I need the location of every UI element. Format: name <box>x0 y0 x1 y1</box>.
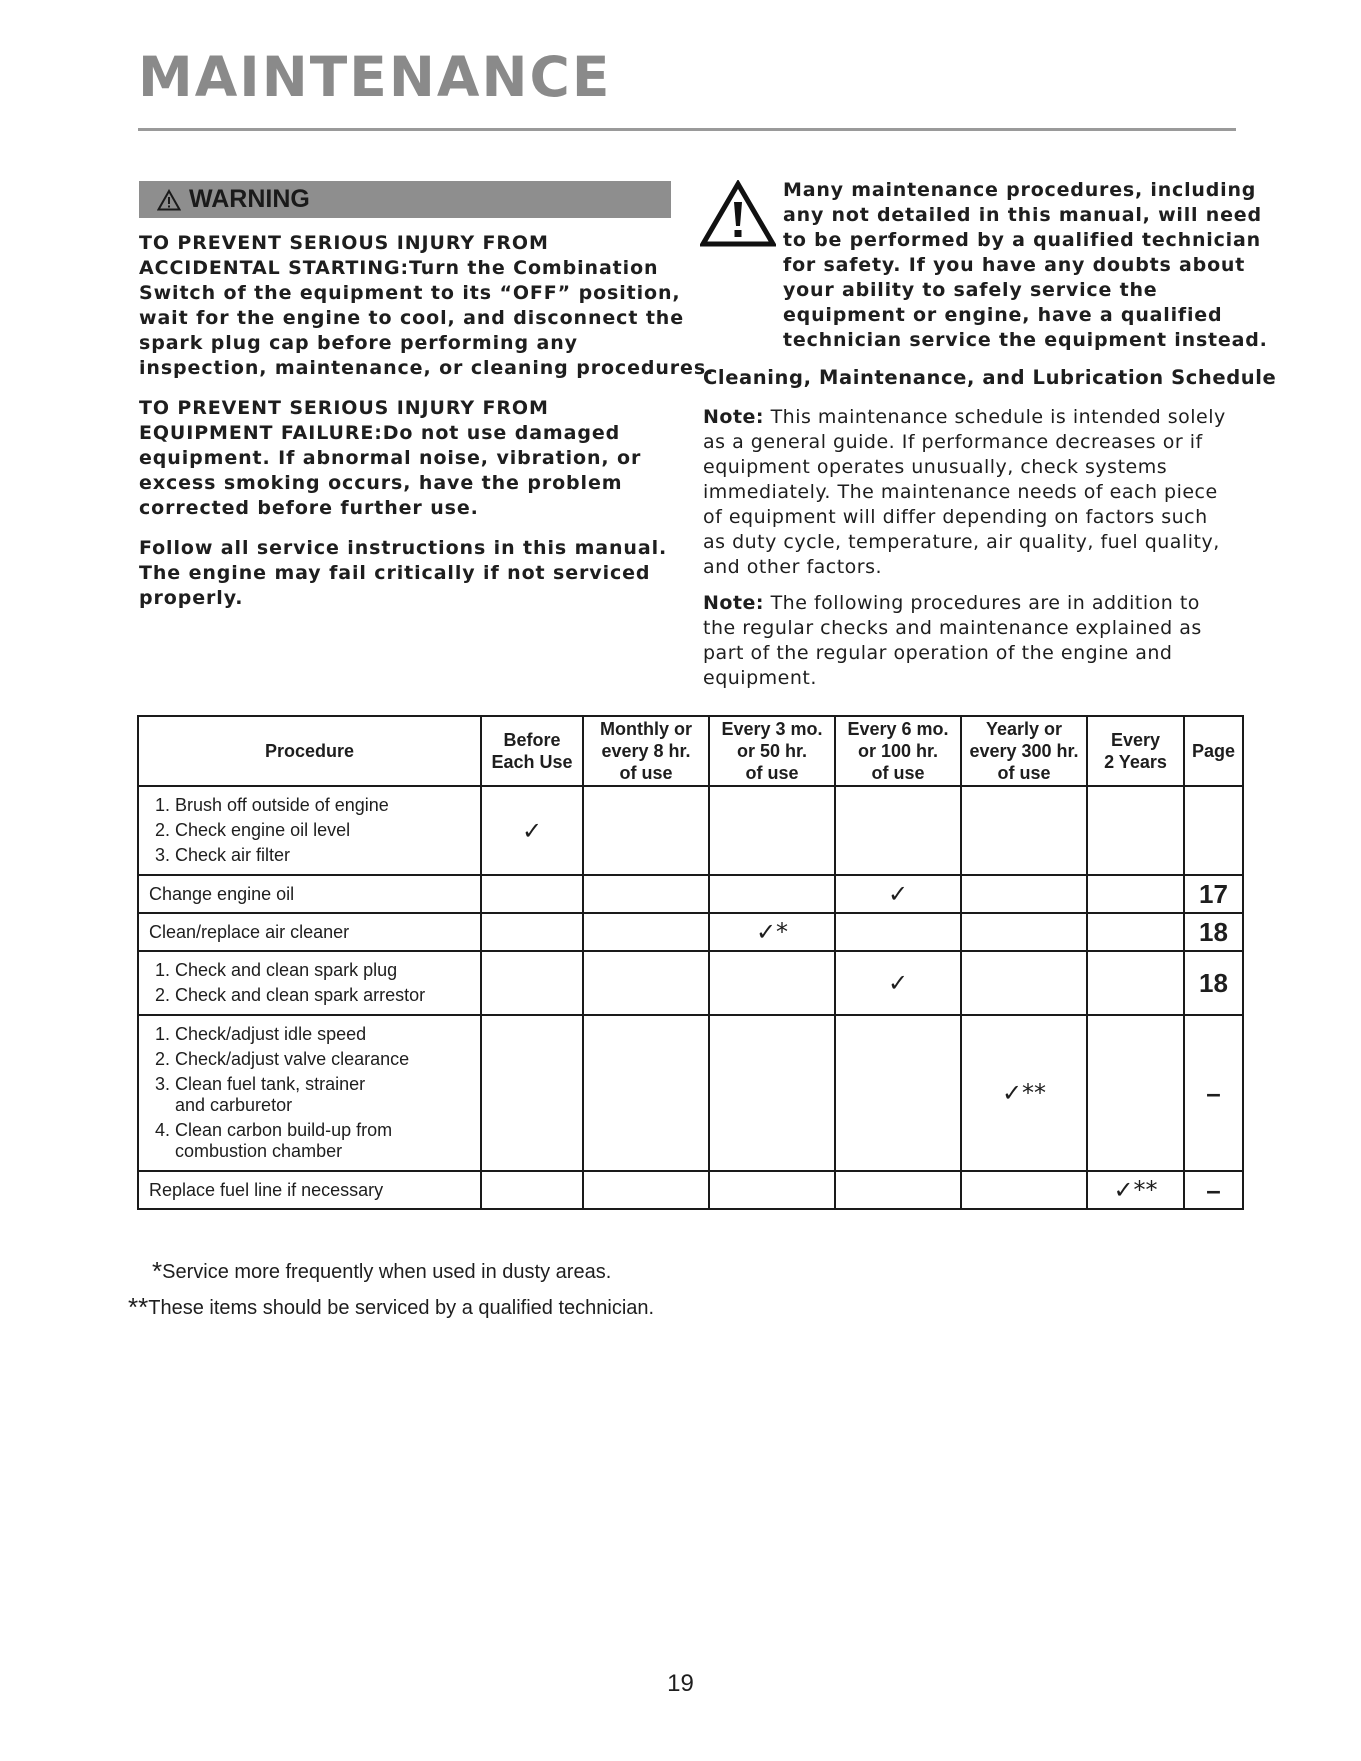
warning-banner <box>139 181 671 218</box>
warning-label: WARNING <box>189 185 310 213</box>
text-line <box>703 405 1243 430</box>
footnote-text: Service more frequently when used in dusty areas. <box>162 1261 612 1283</box>
text-line: ACCIDENTAL STARTING:Turn the Combination <box>139 257 659 279</box>
procedure-cell <box>138 1015 481 1171</box>
empty-cell <box>481 951 583 1015</box>
list-item: 2. Check and clean spark arrestor <box>175 985 472 1006</box>
empty-cell <box>961 913 1087 951</box>
empty-cell <box>481 1171 583 1209</box>
empty-cell <box>1087 786 1184 875</box>
footnote-mark: * <box>152 1256 163 1286</box>
procedure-cell <box>138 786 481 875</box>
schedule-note <box>703 405 1243 580</box>
checkmark-cell: ✓ <box>835 951 961 1015</box>
list-item: 3. Clean fuel tank, strainer and carburetor <box>175 1074 472 1116</box>
text-line: as duty cycle, temperature, air quality, fuel quality, <box>703 531 1220 553</box>
column-header: Yearly or every 300 hr. of use <box>961 716 1087 786</box>
empty-cell <box>961 951 1087 1015</box>
checkmark-cell: ✓ <box>481 786 583 875</box>
table-row <box>138 1015 1243 1171</box>
checkmark-cell: ✓** <box>1087 1171 1184 1209</box>
page-reference-cell <box>1184 786 1243 875</box>
text-line: Many maintenance procedures, including <box>783 179 1257 201</box>
checkmark-cell: ✓ <box>835 875 961 913</box>
empty-cell <box>835 913 961 951</box>
procedure-text: Replace fuel line if necessary <box>149 1179 384 1200</box>
text-fragment: The following procedures are in addition to <box>764 592 1200 614</box>
schedule-heading: Cleaning, Maintenance, and Lubrication Schedule <box>703 366 1277 389</box>
table-row <box>138 1171 1243 1209</box>
empty-cell <box>1087 951 1184 1015</box>
note-label: Note: <box>703 406 765 428</box>
empty-cell <box>583 1171 709 1209</box>
empty-cell <box>709 1015 835 1171</box>
column-header: Before Each Use <box>481 716 583 786</box>
footnote-text: These items should be serviced by a qualified technician. <box>148 1297 655 1319</box>
title-divider <box>138 128 1236 131</box>
page-reference-cell: 18 <box>1184 951 1243 1015</box>
footnote <box>128 1256 611 1287</box>
text-line: of equipment will differ depending on factors such <box>703 506 1208 528</box>
warning-paragraph <box>139 396 699 521</box>
text-line: equipment or engine, have a qualified <box>783 304 1223 326</box>
text-line: to be performed by a qualified technician <box>783 229 1261 251</box>
table-row <box>138 875 1243 913</box>
column-header: Every 6 mo. or 100 hr. of use <box>835 716 961 786</box>
procedure-text: Change engine oil <box>149 883 295 904</box>
warning-paragraph <box>139 536 699 611</box>
empty-cell <box>961 875 1087 913</box>
column-header: Monthly or every 8 hr. of use <box>583 716 709 786</box>
text-line: immediately. The maintenance needs of each piece <box>703 481 1218 503</box>
text-line: The engine may fail critically if not serviced <box>139 562 651 584</box>
text-line: the regular checks and maintenance explained as <box>703 617 1202 639</box>
schedule-note <box>703 591 1243 691</box>
procedure-list <box>147 960 472 1006</box>
text-line: your ability to safely service the <box>783 279 1158 301</box>
page-reference-cell: – <box>1184 1015 1243 1171</box>
text-line: technician service the equipment instead. <box>783 329 1268 351</box>
text-line: excess smoking occurs, have the problem <box>139 472 623 494</box>
text-line: EQUIPMENT FAILURE:Do not use damaged <box>139 422 621 444</box>
procedure-cell <box>138 1171 481 1209</box>
procedure-cell <box>138 913 481 951</box>
empty-cell <box>835 786 961 875</box>
list-item: 3. Check air filter <box>175 845 472 866</box>
procedure-cell <box>138 951 481 1015</box>
page-reference-cell: – <box>1184 1171 1243 1209</box>
empty-cell <box>835 1171 961 1209</box>
text-line: TO PREVENT SERIOUS INJURY FROM <box>139 232 549 254</box>
text-line: equipment. If abnormal noise, vibration, or <box>139 447 642 469</box>
column-header: Procedure <box>138 716 481 786</box>
empty-cell <box>1087 1015 1184 1171</box>
list-item: 2. Check engine oil level <box>175 820 472 841</box>
procedure-list <box>147 795 472 866</box>
text-line <box>703 591 1243 616</box>
text-line: spark plug cap before performing any <box>139 332 578 354</box>
empty-cell <box>481 1015 583 1171</box>
column-header: Every 3 mo. or 50 hr. of use <box>709 716 835 786</box>
table-body <box>138 786 1243 1209</box>
warning-text <box>139 231 715 626</box>
text-line: properly. <box>139 587 244 609</box>
footnote-mark: ** <box>128 1292 149 1322</box>
text-line: inspection, maintenance, or cleaning procedures. <box>139 357 715 379</box>
page-number: 19 <box>667 1670 694 1697</box>
warning-triangle-icon <box>157 189 181 211</box>
empty-cell <box>583 913 709 951</box>
procedure-cell <box>138 875 481 913</box>
text-line: TO PREVENT SERIOUS INJURY FROM <box>139 397 549 419</box>
text-line: part of the regular operation of the engine and <box>703 642 1173 664</box>
text-line: corrected before further use. <box>139 497 479 519</box>
procedure-text: Clean/replace air cleaner <box>149 921 350 942</box>
list-item: 2. Check/adjust valve clearance <box>175 1049 472 1070</box>
empty-cell <box>709 1171 835 1209</box>
empty-cell <box>1087 913 1184 951</box>
text-line: Switch of the equipment to its “OFF” position, <box>139 282 681 304</box>
text-line: wait for the engine to cool, and disconnect the <box>139 307 685 329</box>
caution-text <box>783 178 1268 353</box>
column-header: Page <box>1184 716 1243 786</box>
list-item: 1. Check and clean spark plug <box>175 960 472 981</box>
empty-cell <box>709 875 835 913</box>
list-item: 1. Brush off outside of engine <box>175 795 472 816</box>
empty-cell <box>481 875 583 913</box>
table-row <box>138 786 1243 875</box>
empty-cell <box>583 951 709 1015</box>
empty-cell <box>709 786 835 875</box>
column-header: Every 2 Years <box>1087 716 1184 786</box>
maintenance-schedule-table <box>137 715 1244 1210</box>
note-label: Note: <box>703 592 765 614</box>
empty-cell <box>583 786 709 875</box>
page-reference-cell: 17 <box>1184 875 1243 913</box>
footnote <box>128 1292 654 1323</box>
text-line: equipment. <box>703 667 817 689</box>
empty-cell <box>583 875 709 913</box>
empty-cell <box>961 1171 1087 1209</box>
text-line: any not detailed in this manual, will need <box>783 204 1262 226</box>
table-row <box>138 913 1243 951</box>
empty-cell <box>583 1015 709 1171</box>
checkmark-cell: ✓* <box>709 913 835 951</box>
text-line: equipment operates unusually, check systems <box>703 456 1168 478</box>
empty-cell <box>961 786 1087 875</box>
table-row <box>138 951 1243 1015</box>
table-header-row <box>138 716 1243 786</box>
text-line: for safety. If you have any doubts about <box>783 254 1246 276</box>
procedure-list <box>147 1024 472 1162</box>
text-line: as a general guide. If performance decreases or if <box>703 431 1203 453</box>
text-fragment: This maintenance schedule is intended solely <box>764 406 1226 428</box>
list-item: 1. Check/adjust idle speed <box>175 1024 472 1045</box>
page-title: MAINTENANCE <box>138 45 612 109</box>
page-reference-cell: 18 <box>1184 913 1243 951</box>
checkmark-cell: ✓** <box>961 1015 1087 1171</box>
text-line: and other factors. <box>703 556 883 578</box>
empty-cell <box>481 913 583 951</box>
empty-cell <box>709 951 835 1015</box>
text-line: Follow all service instructions in this manual. <box>139 537 668 559</box>
empty-cell <box>1087 875 1184 913</box>
empty-cell <box>835 1015 961 1171</box>
list-item: 4. Clean carbon build-up from combustion chamber <box>175 1120 472 1162</box>
caution-triangle-icon <box>700 180 776 248</box>
warning-paragraph <box>139 231 715 381</box>
